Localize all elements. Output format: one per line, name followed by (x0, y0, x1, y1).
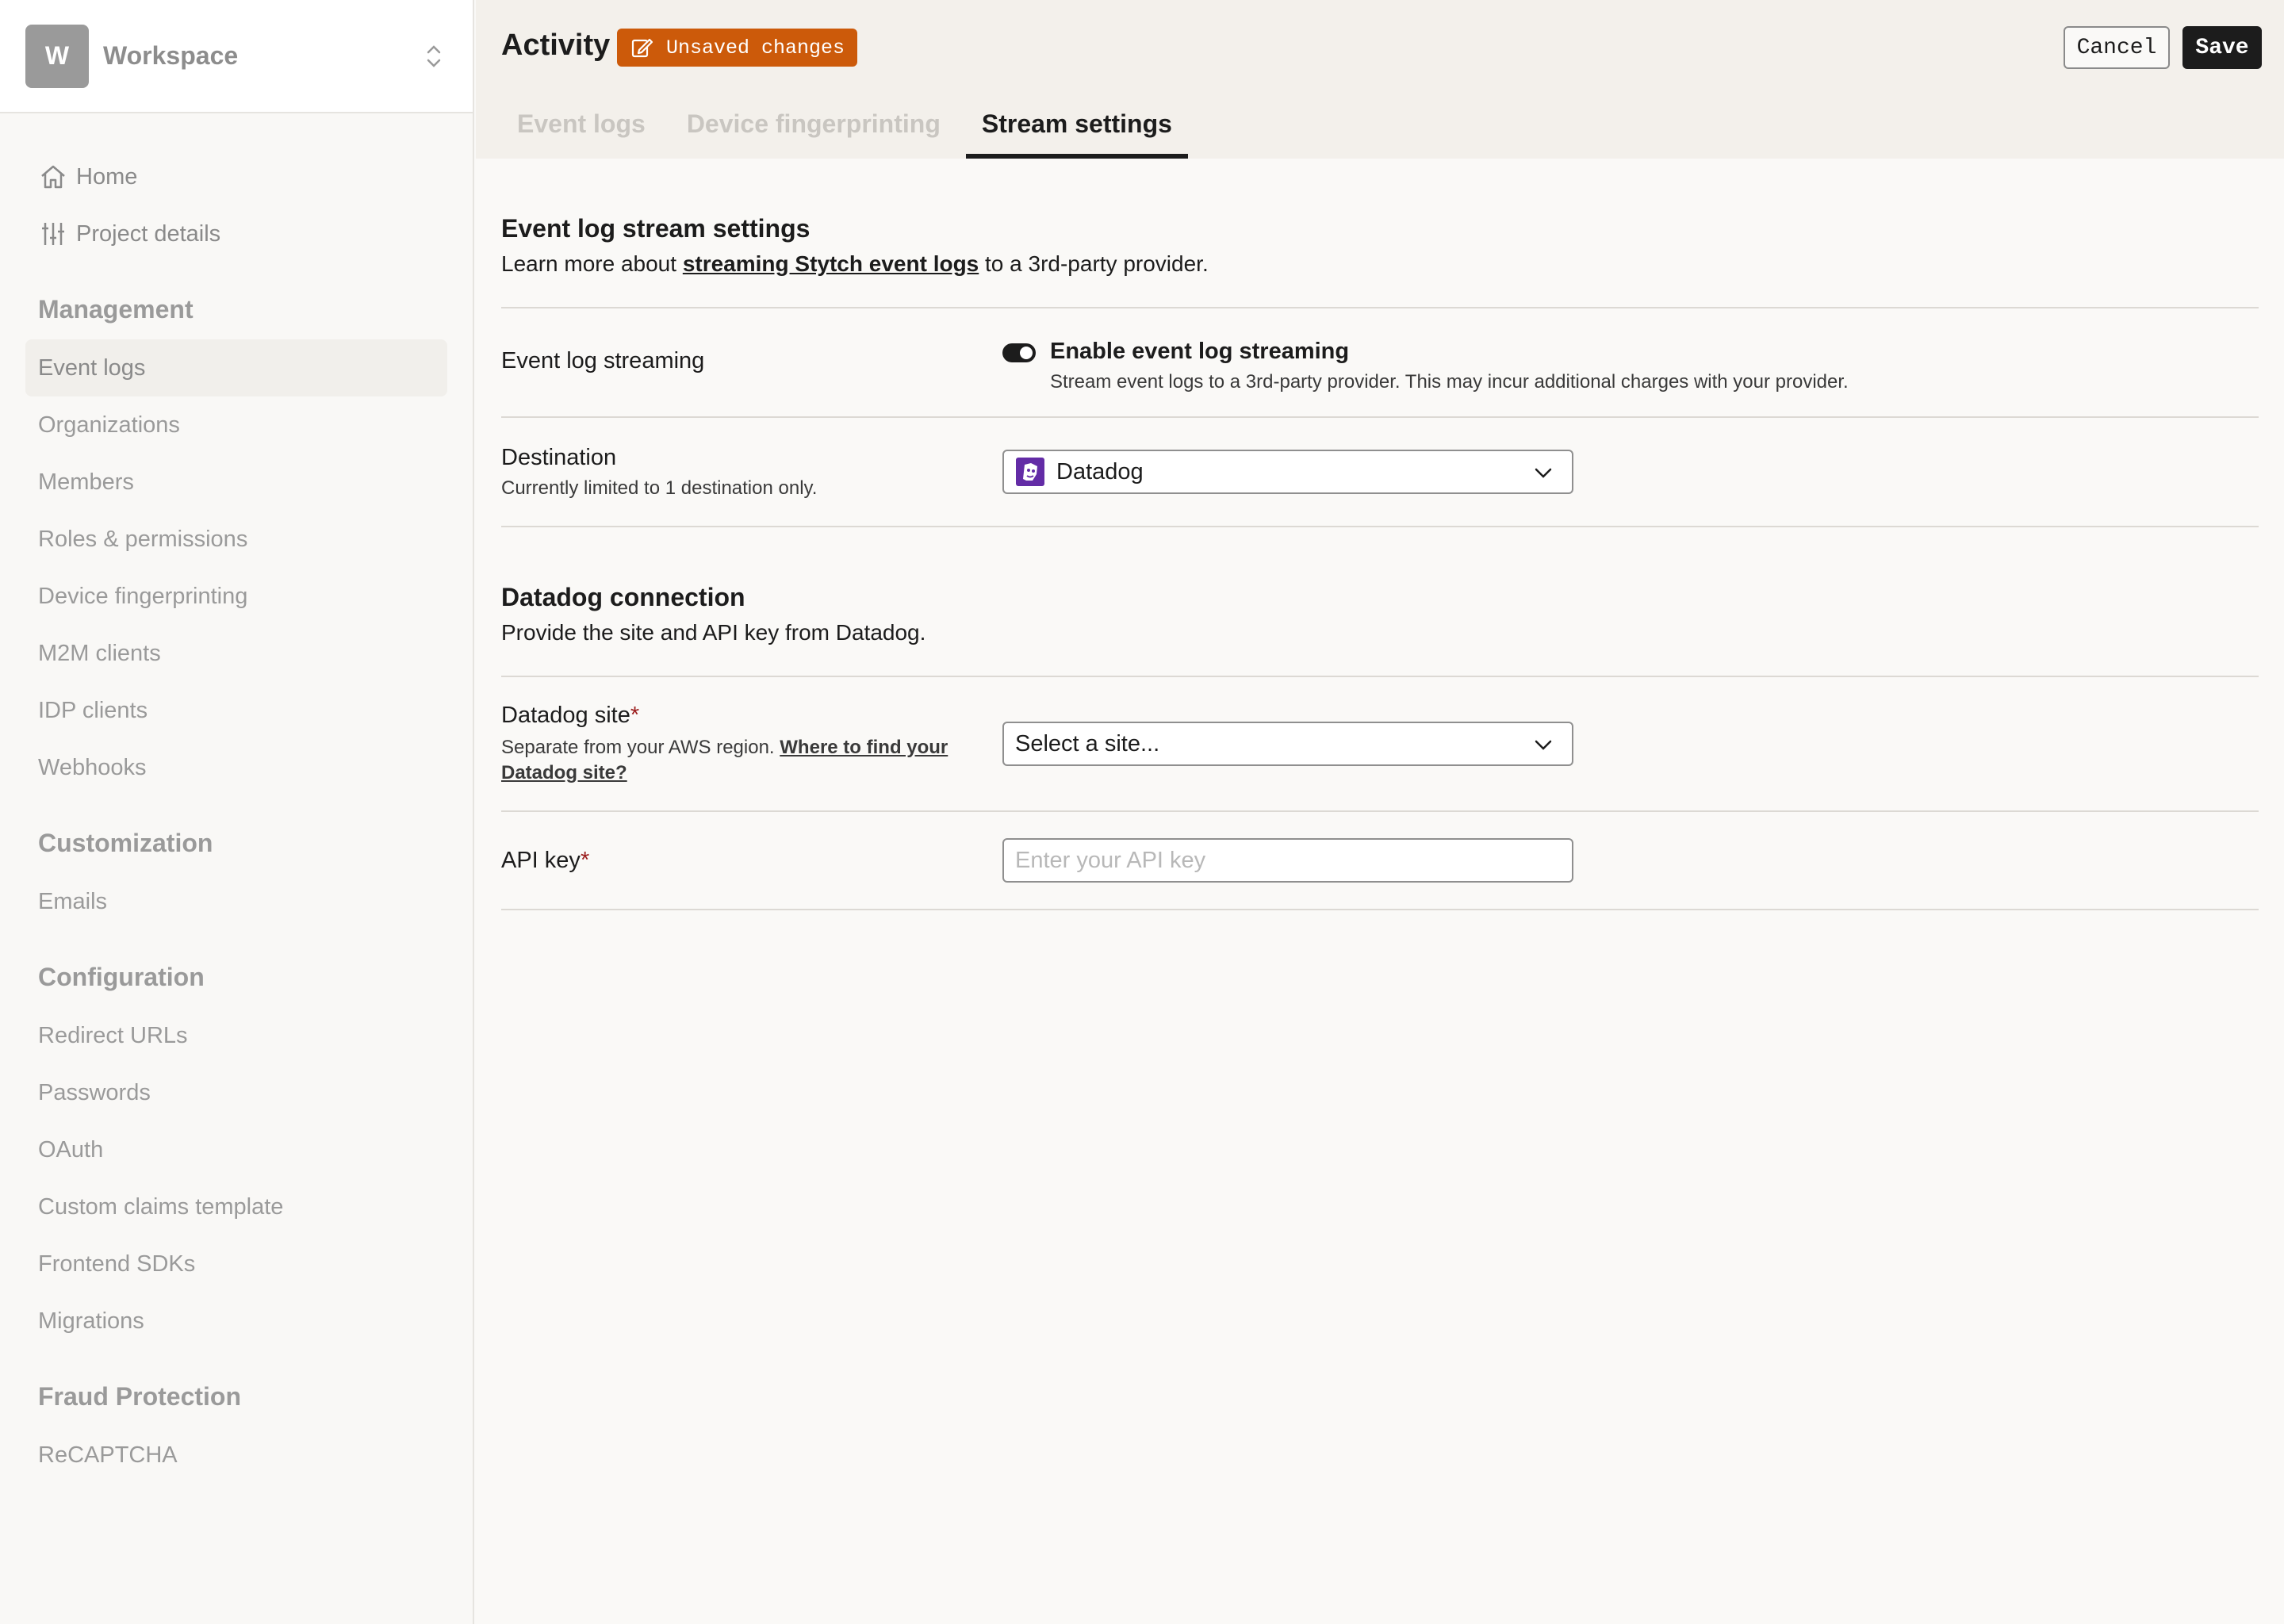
sidebar (0, 0, 474, 1624)
sidebar-item-project-details[interactable] (25, 205, 447, 262)
sidebar-item-redirect-urls[interactable]: Redirect URLs (38, 1022, 188, 1048)
workspace-name: Workspace (103, 41, 239, 70)
sidebar-section-management: Management (38, 295, 194, 324)
datadog-site-label (501, 703, 1002, 729)
home-icon (38, 162, 68, 192)
sidebar-item-idp-clients[interactable]: IDP clients (38, 697, 148, 723)
destination-label: Destination (501, 444, 617, 470)
main-content (476, 0, 2284, 1624)
stream-settings-subtitle (501, 251, 2259, 277)
sidebar-section-configuration: Configuration (38, 963, 205, 991)
sidebar-item-webhooks[interactable]: Webhooks (38, 754, 147, 780)
sidebar-item-roles-permissions[interactable]: Roles & permissions (38, 526, 248, 552)
tab-bar (501, 98, 1198, 159)
sidebar-item-label: Home (76, 163, 138, 190)
cancel-button[interactable]: Cancel (2064, 26, 2170, 69)
page-header (476, 0, 2284, 159)
datadog-connection-subtitle: Provide the site and API key from Datadog. (501, 620, 926, 645)
datadog-connection-title: Datadog connection (501, 583, 745, 611)
tab-stream-settings[interactable]: Stream settings (966, 98, 1188, 159)
required-mark: * (580, 847, 590, 873)
sidebar-item-passwords[interactable]: Passwords (38, 1079, 151, 1105)
streaming-label: Event log streaming (501, 348, 705, 373)
tab-device-fingerprinting[interactable]: Device fingerprinting (686, 109, 941, 138)
sidebar-item-oauth[interactable]: OAuth (38, 1136, 104, 1162)
chevron-down-icon (1532, 462, 1554, 485)
sidebar-item-device-fingerprinting[interactable]: Device fingerprinting (38, 583, 248, 609)
sidebar-item-organizations[interactable]: Organizations (38, 412, 180, 438)
sidebar-item-home[interactable] (25, 148, 447, 205)
sidebar-item-event-logs[interactable]: Event logs (25, 339, 447, 396)
required-mark: * (630, 702, 640, 728)
datadog-logo-icon (1015, 457, 1045, 487)
subtitle-prefix: Learn more about (501, 251, 683, 276)
sidebar-item-label: Project details (76, 220, 221, 247)
toggle-title: Enable event log streaming (1050, 339, 1350, 364)
edit-icon (630, 36, 653, 59)
streaming-docs-link[interactable]: streaming Stytch event logs (682, 251, 979, 276)
sidebar-item-members[interactable]: Members (38, 469, 134, 495)
datadog-site-select[interactable] (1002, 722, 1573, 766)
sidebar-item-frontend-sdks[interactable]: Frontend SDKs (38, 1251, 196, 1277)
sidebar-item-m2m-clients[interactable]: M2M clients (38, 640, 161, 666)
workspace-avatar: W (25, 25, 89, 88)
find-datadog-site-link[interactable]: Where to find your Datadog site? (501, 736, 948, 783)
destination-hint: Currently limited to 1 destination only. (501, 477, 818, 499)
api-key-row (501, 812, 2259, 909)
site-hint-prefix: Separate from your AWS region. (501, 736, 780, 758)
sidebar-section-fraud-protection: Fraud Protection (38, 1382, 242, 1411)
save-button[interactable]: Save (2182, 26, 2262, 69)
stream-settings-title: Event log stream settings (501, 214, 811, 243)
chevron-down-icon (1532, 734, 1554, 756)
sidebar-item-migrations[interactable]: Migrations (38, 1308, 144, 1334)
divider (501, 909, 2259, 910)
api-label-text: API key (501, 847, 581, 873)
datadog-site-row (501, 677, 2259, 810)
streaming-row (501, 308, 2259, 416)
api-key-label (501, 848, 1002, 874)
datadog-site-hint (501, 735, 969, 786)
streaming-toggle[interactable] (1002, 343, 1036, 362)
unsaved-changes-badge (617, 29, 857, 67)
sidebar-item-emails[interactable]: Emails (38, 888, 108, 914)
destination-row (501, 418, 2259, 526)
destination-select[interactable] (1002, 450, 1573, 494)
sidebar-section-customization: Customization (38, 829, 213, 857)
tab-event-logs[interactable]: Event logs (517, 109, 646, 138)
api-key-input[interactable]: Enter your API key (1002, 838, 1573, 883)
workspace-switcher[interactable] (0, 0, 473, 113)
site-label-text: Datadog site (501, 702, 630, 728)
chevron-up-down-icon[interactable] (422, 40, 446, 72)
subtitle-suffix: to a 3rd-party provider. (979, 251, 1209, 276)
badge-label: Unsaved changes (666, 36, 845, 59)
sidebar-item-recaptcha[interactable]: ReCAPTCHA (38, 1442, 178, 1468)
destination-value: Datadog (1056, 458, 1144, 485)
page-title: Activity (501, 29, 611, 62)
site-select-placeholder: Select a site... (1015, 730, 1160, 756)
sliders-icon (38, 219, 68, 249)
toggle-description: Stream event logs to a 3rd-party provider. This may incur additional charges with your provider. (1050, 371, 1849, 393)
sidebar-item-custom-claims-template[interactable]: Custom claims template (38, 1193, 284, 1220)
